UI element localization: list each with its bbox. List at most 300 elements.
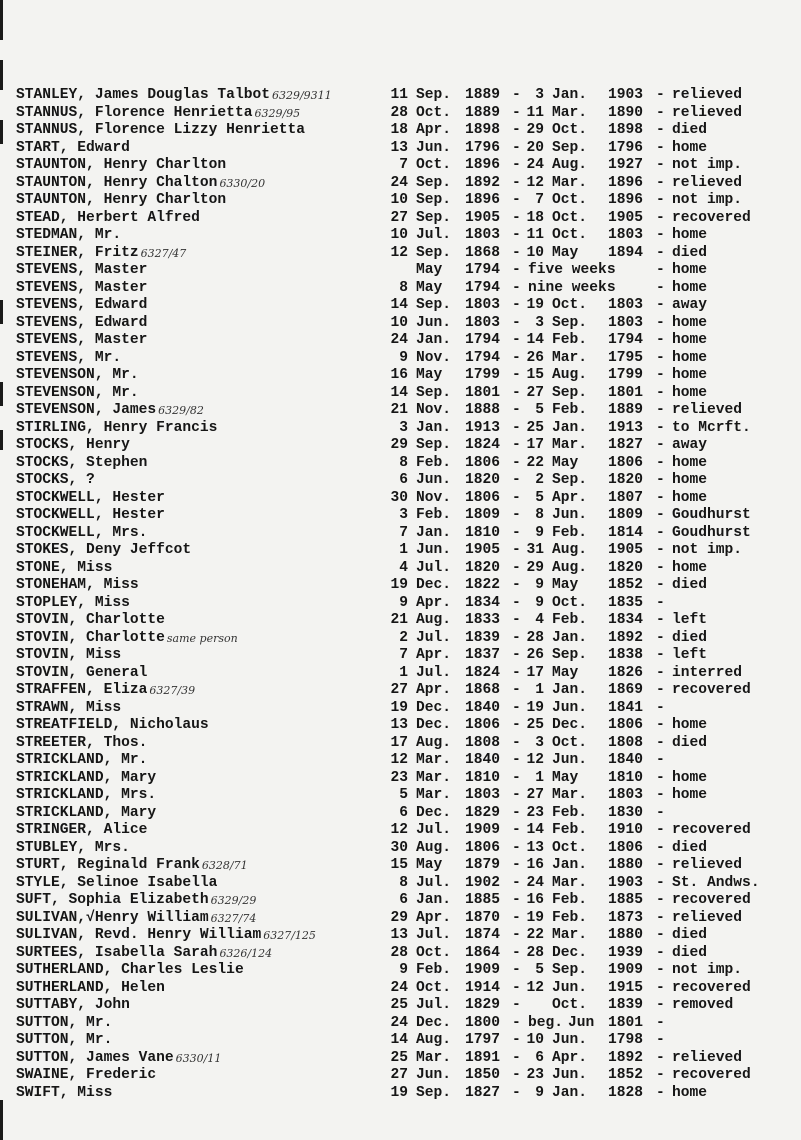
- separator-dash: -: [512, 1049, 521, 1066]
- discharge-year: 1915: [608, 979, 644, 996]
- patient-name: STEINER, Fritz 6327/47: [16, 244, 187, 261]
- admission-month: Jun.: [416, 472, 452, 488]
- patient-name: STOPLEY, Miss: [16, 594, 130, 611]
- admission-day: 30: [390, 489, 408, 506]
- discharge-status: relieved: [672, 402, 743, 418]
- discharge-month: Jun.: [552, 699, 588, 716]
- separator-dash: -: [656, 839, 665, 856]
- admission-day: 14: [390, 1032, 408, 1048]
- discharge-month: Oct.: [552, 839, 588, 856]
- separator-dash: -: [512, 1084, 521, 1101]
- discharge-year: 1840: [608, 752, 644, 768]
- separator-dash: -: [512, 927, 521, 943]
- discharge-status: recovered: [672, 822, 751, 838]
- ledger-row: [16, 700, 801, 718]
- discharge-day: 6: [535, 1049, 544, 1066]
- separator-dash: -: [656, 472, 665, 488]
- discharge-month: Oct.: [552, 192, 588, 208]
- discharge-status: home: [672, 139, 708, 156]
- patient-name: STREATFIELD, Nicholaus: [16, 717, 209, 733]
- discharge-year: 1806: [608, 454, 644, 471]
- patient-name: STEVENSON, Mr.: [16, 367, 139, 383]
- discharge-month: Oct.: [552, 297, 588, 313]
- admission-month: Dec.: [416, 804, 452, 821]
- discharge-day: 17: [526, 664, 544, 681]
- ledger-row: [16, 192, 801, 210]
- admission-month: Sep.: [416, 244, 452, 261]
- discharge-month: Jan.: [552, 87, 588, 103]
- separator-dash: -: [656, 699, 665, 716]
- admission-year: 1913: [465, 419, 501, 436]
- admission-month: Feb.: [416, 454, 452, 471]
- separator-dash: -: [656, 1032, 665, 1048]
- discharge-status: home: [672, 332, 708, 348]
- admission-year: 1820: [465, 559, 501, 576]
- admission-month: Apr.: [416, 647, 452, 663]
- ledger-row: [16, 175, 801, 193]
- discharge-day: 10: [526, 244, 544, 261]
- admission-day: 12: [390, 822, 408, 838]
- discharge-status: Goudhurst: [672, 507, 751, 523]
- patient-name: STOVIN, Charlotte: [16, 612, 165, 628]
- separator-dash: -: [656, 927, 665, 943]
- discharge-year: 1796: [608, 139, 644, 156]
- discharge-month: Jan.: [552, 1084, 588, 1101]
- discharge-status: died: [672, 122, 708, 138]
- discharge-day: 5: [535, 489, 544, 506]
- admission-year: 1914: [465, 979, 501, 996]
- discharge-status: home: [672, 559, 708, 576]
- discharge-month: Feb.: [552, 402, 588, 418]
- admission-day: 28: [390, 104, 408, 121]
- discharge-status: died: [672, 839, 708, 856]
- discharge-day: 29: [526, 559, 544, 576]
- discharge-month: Jun.: [552, 1032, 588, 1048]
- discharge-year: 1808: [608, 734, 644, 751]
- admission-month: Sep.: [416, 437, 452, 453]
- admission-day: 15: [390, 857, 408, 873]
- patient-name: SURTEES, Isabella Sarah 6326/124: [16, 944, 273, 961]
- separator-dash: -: [512, 122, 521, 138]
- separator-dash: -: [512, 349, 521, 366]
- discharge-year: 1803: [608, 787, 644, 803]
- separator-dash: -: [656, 1014, 665, 1031]
- discharge-day: 11: [526, 227, 544, 243]
- discharge-year: 1839: [608, 997, 644, 1013]
- discharge-status: home: [672, 262, 708, 278]
- handwritten-note: 6328/71: [201, 859, 248, 872]
- admission-year: 1794: [465, 262, 501, 278]
- ledger-row: [16, 927, 801, 945]
- discharge-year: 1803: [608, 314, 644, 331]
- patient-name: STRICKLAND, Mary: [16, 804, 157, 821]
- discharge-day: 5: [535, 962, 544, 978]
- separator-dash: -: [656, 419, 665, 436]
- discharge-year: 1869: [608, 682, 644, 698]
- discharge-year: 1880: [608, 927, 644, 943]
- ledger-row: [16, 245, 801, 263]
- patient-name: STEAD, Herbert Alfred: [16, 209, 200, 226]
- ledger-row: [16, 735, 801, 753]
- discharge-year: 1826: [608, 664, 644, 681]
- discharge-status: died: [672, 927, 708, 943]
- page-edge-mark: [0, 1100, 3, 1140]
- admission-year: 1898: [465, 122, 501, 138]
- discharge-status: home: [672, 717, 708, 733]
- separator-dash: -: [512, 157, 521, 173]
- separator-dash: -: [656, 717, 665, 733]
- admission-day: 13: [390, 139, 408, 156]
- discharge-year: 1905: [608, 542, 644, 558]
- admission-month: Jun.: [416, 139, 452, 156]
- patient-name: STEVENS, Master: [16, 279, 148, 296]
- separator-dash: -: [512, 87, 521, 103]
- admission-month: Jul.: [416, 664, 452, 681]
- separator-dash: -: [656, 174, 665, 191]
- discharge-year: 1910: [608, 822, 644, 838]
- admission-month: Sep.: [416, 192, 452, 208]
- admission-year: 1839: [465, 629, 501, 646]
- discharge-month: Oct.: [552, 734, 588, 751]
- separator-dash: -: [512, 437, 521, 453]
- admission-year: 1868: [465, 682, 501, 698]
- patient-name: STYLE, Selinoe Isabella: [16, 874, 218, 891]
- discharge-status: not imp.: [672, 157, 743, 173]
- admission-month: Jul.: [416, 997, 452, 1013]
- admission-year: 1824: [465, 664, 501, 681]
- admission-month: Aug.: [416, 612, 452, 628]
- patient-name: STOCKS, Henry: [16, 437, 130, 453]
- admission-year: 1806: [465, 839, 501, 856]
- admission-month: Jul.: [416, 629, 452, 646]
- admission-month: Oct.: [416, 104, 452, 121]
- ledger-row: [16, 1032, 801, 1050]
- ledger-row: [16, 822, 801, 840]
- admission-day: 19: [390, 1084, 408, 1101]
- discharge-year: 1898: [608, 122, 644, 138]
- discharge-month: Feb.: [552, 332, 588, 348]
- separator-dash: -: [512, 279, 521, 296]
- discharge-year: 1894: [608, 244, 644, 261]
- admission-day: 10: [390, 314, 408, 331]
- admission-month: Feb.: [416, 507, 452, 523]
- admission-year: 1885: [465, 892, 501, 908]
- discharge-month: Mar.: [552, 349, 588, 366]
- admission-day: 14: [390, 297, 408, 313]
- admission-month: Aug.: [416, 839, 452, 856]
- separator-dash: -: [656, 944, 665, 961]
- discharge-status: home: [672, 367, 708, 383]
- admission-day: 10: [390, 227, 408, 243]
- discharge-year: 1852: [608, 1067, 644, 1083]
- discharge-year: 1798: [608, 1032, 644, 1048]
- admission-month: Oct.: [416, 944, 452, 961]
- discharge-day: 14: [526, 822, 544, 838]
- separator-dash: -: [512, 944, 521, 961]
- patient-name: STAUNTON, Henry Charlton: [16, 192, 227, 208]
- admission-day: 24: [390, 1014, 408, 1031]
- discharge-day: 12: [526, 174, 544, 191]
- separator-dash: -: [656, 402, 665, 418]
- admission-year: 1870: [465, 909, 501, 926]
- discharge-status: home: [672, 472, 708, 488]
- admission-day: 13: [390, 717, 408, 733]
- separator-dash: -: [656, 314, 665, 331]
- admission-day: 2: [399, 629, 408, 646]
- page-edge-mark: [0, 120, 3, 144]
- patient-name: SUTTON, Mr.: [16, 1032, 113, 1048]
- page-edge-mark: [0, 0, 3, 40]
- separator-dash: -: [656, 962, 665, 978]
- ledger-row: [16, 105, 801, 123]
- discharge-status: St. Andws.: [672, 874, 760, 891]
- discharge-month: Sep.: [552, 314, 588, 331]
- separator-dash: -: [512, 874, 521, 891]
- admission-year: 1810: [465, 524, 501, 541]
- admission-day: 6: [399, 472, 408, 488]
- admission-year: 1889: [465, 104, 501, 121]
- admission-year: 1868: [465, 244, 501, 261]
- patient-name: STRICKLAND, Mary: [16, 769, 157, 786]
- admission-day: 19: [390, 577, 408, 593]
- discharge-status: relieved: [672, 87, 743, 103]
- admission-day: 10: [390, 192, 408, 208]
- separator-dash: -: [656, 594, 665, 611]
- discharge-day: 3: [535, 87, 544, 103]
- ledger-row: [16, 805, 801, 823]
- discharge-month: Jun.: [552, 752, 588, 768]
- discharge-day: 10: [526, 1032, 544, 1048]
- admission-year: 1827: [465, 1084, 501, 1101]
- separator-dash: -: [512, 419, 521, 436]
- admission-year: 1840: [465, 752, 501, 768]
- discharge-year: 1892: [608, 629, 644, 646]
- ledger-row: [16, 297, 801, 315]
- admission-month: Sep.: [416, 87, 452, 103]
- admission-month: Oct.: [416, 157, 452, 173]
- discharge-year: 1803: [608, 227, 644, 243]
- discharge-status: to Mcrft.: [672, 419, 751, 436]
- admission-year: 1803: [465, 297, 501, 313]
- separator-dash: -: [656, 209, 665, 226]
- admission-day: 9: [399, 962, 408, 978]
- discharge-status: home: [672, 279, 708, 296]
- separator-dash: -: [656, 122, 665, 138]
- discharge-month: Feb.: [552, 822, 588, 838]
- discharge-year: 1820: [608, 472, 644, 488]
- discharge-status: home: [672, 314, 708, 331]
- separator-dash: -: [512, 822, 521, 838]
- separator-dash: -: [512, 489, 521, 506]
- discharge-month: Jun.: [552, 507, 588, 523]
- discharge-year: 1806: [608, 839, 644, 856]
- admission-year: 1806: [465, 454, 501, 471]
- discharge-month: Sep.: [552, 962, 588, 978]
- admission-month: Jul.: [416, 559, 452, 576]
- ledger-row: [16, 717, 801, 735]
- discharge-status: interred: [672, 664, 743, 681]
- separator-dash: -: [512, 892, 521, 908]
- separator-dash: -: [512, 699, 521, 716]
- discharge-status: home: [672, 227, 708, 243]
- separator-dash: -: [512, 384, 521, 401]
- admission-day: 24: [390, 979, 408, 996]
- ledger-row: [16, 875, 801, 893]
- patient-name: STOCKWELL, Hester: [16, 489, 165, 506]
- patient-name: SUTTON, James Vane 6330/11: [16, 1049, 222, 1066]
- handwritten-note: 6329/29: [210, 894, 257, 907]
- ledger-row: [16, 490, 801, 508]
- admission-day: 27: [390, 209, 408, 226]
- discharge-day: 23: [526, 804, 544, 821]
- ledger-row: [16, 962, 801, 980]
- handwritten-note: 6329/9311: [271, 89, 332, 102]
- admission-year: 1902: [465, 874, 501, 891]
- admission-year: 1892: [465, 174, 501, 191]
- separator-dash: -: [512, 787, 521, 803]
- discharge-status: recovered: [672, 892, 751, 908]
- discharge-year: 1905: [608, 209, 644, 226]
- discharge-year: 1896: [608, 174, 644, 191]
- separator-dash: -: [656, 279, 665, 296]
- discharge-day: 9: [535, 594, 544, 611]
- ledger-row: [16, 612, 801, 630]
- ledger-row: [16, 682, 801, 700]
- discharge-status: recovered: [672, 1067, 751, 1083]
- admission-month: Jul.: [416, 874, 452, 891]
- separator-dash: -: [512, 542, 521, 558]
- separator-dash: -: [656, 367, 665, 383]
- patient-name: STEVENSON, James 6329/82: [16, 402, 204, 418]
- discharge-month: Feb.: [552, 804, 588, 821]
- discharge-day: 17: [526, 437, 544, 453]
- ledger-row: [16, 367, 801, 385]
- admission-year: 1889: [465, 87, 501, 103]
- separator-dash: -: [656, 979, 665, 996]
- admissions-ledger: [16, 87, 801, 1102]
- discharge-day: 16: [526, 857, 544, 873]
- separator-dash: -: [512, 857, 521, 873]
- handwritten-note: 6327/74: [210, 911, 257, 925]
- admission-day: 3: [399, 507, 408, 523]
- admission-year: 1820: [465, 472, 501, 488]
- separator-dash: -: [512, 209, 521, 226]
- discharge-status: Goudhurst: [672, 524, 751, 541]
- discharge-month: Aug.: [552, 559, 588, 576]
- ledger-row: [16, 665, 801, 683]
- discharge-day: 18: [526, 209, 544, 226]
- admission-day: 4: [399, 559, 408, 576]
- admission-year: 1810: [465, 769, 501, 786]
- separator-dash: -: [512, 314, 521, 331]
- patient-name: STRICKLAND, Mr.: [16, 752, 148, 768]
- separator-dash: -: [512, 1014, 521, 1031]
- patient-name: SUTTON, Mr.: [16, 1014, 113, 1031]
- admission-day: 29: [390, 909, 408, 926]
- admission-day: 1: [399, 664, 408, 681]
- discharge-year: 1903: [608, 874, 644, 891]
- admission-year: 1850: [465, 1067, 501, 1083]
- discharge-status: died: [672, 944, 708, 961]
- separator-dash: -: [656, 787, 665, 803]
- admission-month: Sep.: [416, 1084, 452, 1101]
- discharge-day: 13: [526, 839, 544, 856]
- admission-year: 1803: [465, 314, 501, 331]
- discharge-year: 1814: [608, 524, 644, 541]
- admission-day: 8: [399, 279, 408, 296]
- separator-dash: -: [656, 437, 665, 453]
- patient-name: STOVIN, Miss: [16, 647, 122, 663]
- ledger-row: [16, 1015, 801, 1033]
- admission-day: 19: [390, 699, 408, 716]
- discharge-day: 5: [535, 402, 544, 418]
- separator-dash: -: [656, 804, 665, 821]
- admission-year: 1909: [465, 962, 501, 978]
- admission-day: 24: [390, 174, 408, 191]
- separator-dash: -: [656, 227, 665, 243]
- discharge-year: 1807: [608, 489, 644, 506]
- admission-year: 1909: [465, 822, 501, 838]
- discharge-year: 1835: [608, 594, 644, 611]
- admission-month: Jun.: [416, 314, 452, 331]
- separator-dash: -: [656, 1049, 665, 1066]
- ledger-row: [16, 385, 801, 403]
- separator-dash: -: [512, 909, 521, 926]
- admission-year: 1797: [465, 1032, 501, 1048]
- separator-dash: -: [512, 472, 521, 488]
- discharge-month: Aug.: [552, 157, 588, 173]
- discharge-month: Apr.: [552, 1049, 588, 1066]
- patient-name: STRAWN, Miss: [16, 699, 122, 716]
- admission-year: 1840: [465, 699, 501, 716]
- patient-name: STANNUS, Florence Henrietta 6329/95: [16, 104, 301, 121]
- handwritten-note: 6326/124: [219, 946, 273, 960]
- admission-year: 1888: [465, 402, 501, 418]
- discharge-status: died: [672, 629, 708, 646]
- separator-dash: -: [656, 489, 665, 506]
- admission-day: 6: [399, 892, 408, 908]
- admission-month: Dec.: [416, 577, 452, 593]
- patient-name: STOVIN, Charlotte same person: [16, 629, 238, 646]
- ledger-row: [16, 280, 801, 298]
- separator-dash: -: [656, 349, 665, 366]
- separator-dash: -: [512, 839, 521, 856]
- discharge-day: 31: [526, 542, 544, 558]
- discharge-day: 4: [535, 612, 544, 628]
- separator-dash: -: [512, 629, 521, 646]
- admission-day: 24: [390, 332, 408, 348]
- discharge-day: 26: [526, 349, 544, 366]
- admission-month: Mar.: [416, 1049, 452, 1066]
- admission-day: 14: [390, 384, 408, 401]
- patient-name: SUTTABY, John: [16, 997, 130, 1013]
- separator-dash: -: [512, 192, 521, 208]
- ledger-row: [16, 420, 801, 438]
- separator-dash: -: [512, 174, 521, 191]
- admission-year: 1824: [465, 437, 501, 453]
- ledger-row: [16, 1050, 801, 1068]
- separator-dash: -: [512, 507, 521, 523]
- discharge-status: relieved: [672, 857, 743, 873]
- discharge-year: 1841: [608, 699, 644, 716]
- admission-day: 30: [390, 839, 408, 856]
- admission-year: 1879: [465, 857, 501, 873]
- handwritten-note: 6327/47: [140, 246, 187, 260]
- separator-dash: -: [512, 682, 521, 698]
- separator-dash: -: [656, 647, 665, 663]
- admission-month: Jan.: [416, 332, 452, 348]
- ledger-row: [16, 630, 801, 648]
